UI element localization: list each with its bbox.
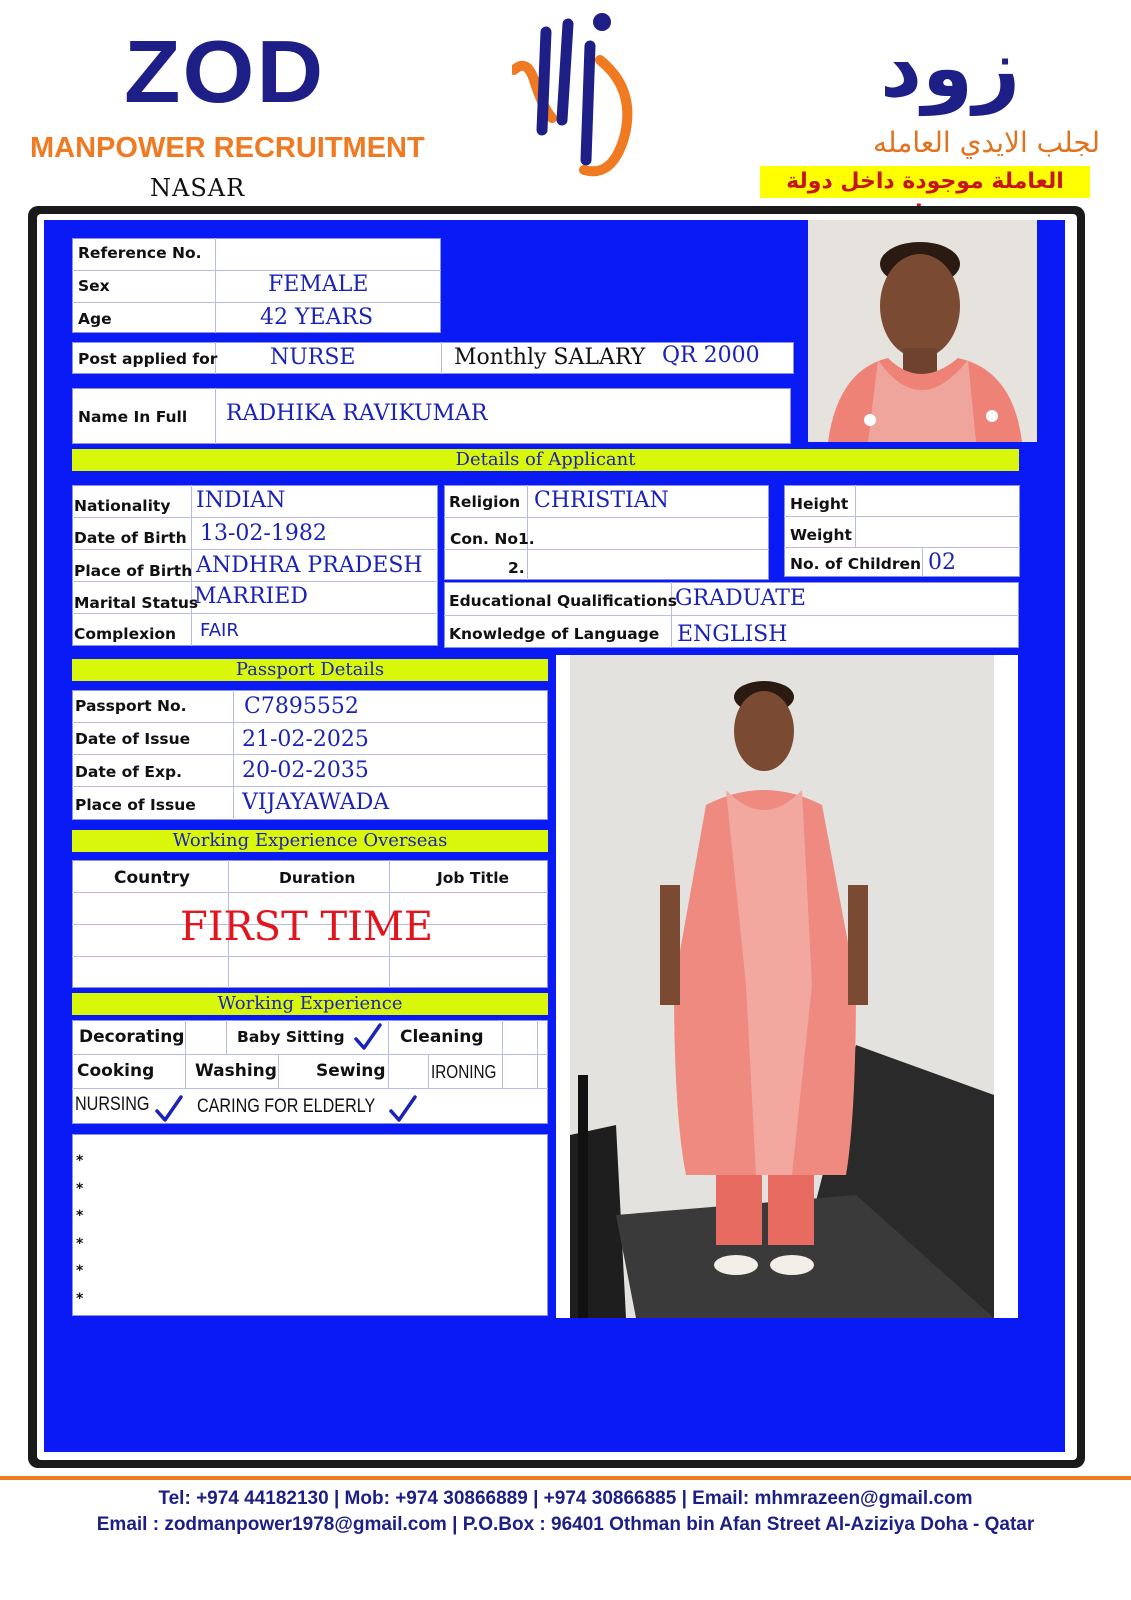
note-item: *	[76, 1208, 84, 1224]
overseas-col-duration: Duration	[279, 869, 356, 887]
passport-place-label: Place of Issue	[75, 796, 196, 814]
children-label: No. of Children	[790, 555, 922, 573]
skill-caring-elderly: CARING FOR ELDERLY	[197, 1096, 376, 1117]
skill-baby-sitting: Baby Sitting	[237, 1028, 345, 1046]
skill-ironing: IRONING	[431, 1062, 497, 1082]
height-label: Height	[790, 495, 849, 513]
salary-value: QR 2000	[662, 343, 760, 368]
passport-exp-value: 20-02-2035	[242, 758, 369, 783]
education-value: GRADUATE	[675, 586, 806, 611]
post-value: NURSE	[270, 345, 356, 370]
children-value: 02	[928, 550, 956, 575]
dob-value: 13-02-1982	[200, 521, 327, 546]
overseas-col-job: Job Title	[437, 869, 510, 887]
passport-no-label: Passport No.	[75, 697, 187, 715]
note-item: *	[76, 1290, 84, 1307]
note-item: *	[76, 1235, 84, 1252]
notes-box	[72, 1134, 548, 1316]
post-label: Post applied for	[78, 350, 218, 368]
skill-cooking: Cooking	[77, 1061, 155, 1081]
skill-cleaning: Cleaning	[400, 1027, 484, 1047]
passport-exp-label: Date of Exp.	[75, 763, 183, 781]
weight-label: Weight	[790, 526, 852, 544]
age-value: 42 YEARS	[260, 305, 374, 330]
location-tagline-arabic: العاملة موجودة داخل دولة	[760, 166, 1090, 198]
brand-logo-text: ZOD	[124, 22, 326, 121]
religion-label: Religion	[449, 493, 521, 511]
pob-value: ANDHRA PRADESH	[196, 553, 423, 578]
religion-value: CHRISTIAN	[534, 488, 669, 513]
name-value: RADHIKA RAVIKUMAR	[226, 401, 488, 426]
contact2-label: 2.	[508, 559, 525, 577]
brand-subtitle-arabic: لجلب الايدي العامله	[873, 126, 1100, 159]
sex-label: Sex	[78, 277, 110, 295]
contact1-label: Con. No1.	[450, 530, 535, 548]
nationality-label: Nationality	[74, 497, 171, 515]
name-label: Name In Full	[78, 408, 188, 426]
experience-section-title: Working Experience	[72, 993, 548, 1015]
passport-no-value: C7895552	[244, 694, 359, 719]
details-section-title: Details of Applicant	[72, 449, 1019, 471]
baby-sitting-check-icon	[353, 1022, 383, 1052]
applicant-full-photo	[556, 655, 1018, 1318]
nationality-value: INDIAN	[196, 488, 286, 513]
passport-place-value: VIJAYAWADA	[242, 790, 390, 815]
passport-issue-value: 21-02-2025	[242, 727, 369, 752]
complexion-value: FAIR	[200, 620, 239, 641]
footer-address-line: Email : zodmanpower1978@gmail.com | P.O.Box : 96401 Othman bin Afan Street Al-Aziziya Doha - Qatar	[96, 1514, 1035, 1535]
note-item: *	[76, 1153, 84, 1169]
complexion-label: Complexion	[74, 625, 177, 643]
applicant-portrait-photo	[808, 220, 1037, 442]
reference-label: Reference No.	[78, 244, 202, 262]
passport-issue-label: Date of Issue	[75, 730, 191, 748]
overseas-col-country: Country	[114, 868, 190, 888]
passport-section-title: Passport Details	[72, 659, 548, 681]
footer-contact-line: Tel: +974 44182130 | Mob: +974 30866889 | +974 30866885 | Email: mhmrazeen@gmail.com	[158, 1488, 973, 1509]
brand-subtitle: MANPOWER RECRUITMENT	[30, 132, 425, 164]
first-time-stamp: FIRST TIME	[180, 904, 434, 950]
language-value: ENGLISH	[677, 622, 788, 647]
company-logo-icon	[512, 10, 652, 185]
salary-label: Monthly SALARY	[454, 345, 646, 370]
footer-divider	[0, 1476, 1131, 1480]
agent-name: NASAR	[150, 174, 246, 202]
skill-decorating: Decorating	[79, 1027, 185, 1047]
skill-washing: Washing	[195, 1061, 277, 1081]
overseas-section-title: Working Experience Overseas	[72, 830, 548, 852]
education-label: Educational Qualifications	[449, 592, 678, 610]
nursing-check-icon	[154, 1094, 184, 1124]
skill-sewing: Sewing	[316, 1061, 386, 1081]
sex-value: FEMALE	[268, 272, 369, 297]
marital-label: Marital Status	[74, 594, 199, 612]
note-item: *	[76, 1180, 84, 1197]
marital-value: MARRIED	[194, 584, 308, 609]
language-label: Knowledge of Language	[449, 625, 660, 643]
age-label: Age	[78, 310, 112, 328]
brand-logo-arabic: زود	[880, 21, 1021, 116]
dob-label: Date of Birth	[74, 529, 187, 547]
note-item: *	[76, 1263, 84, 1279]
notes-list	[76, 1148, 83, 1313]
pob-label: Place of Birth	[74, 562, 193, 580]
skill-nursing: NURSING	[75, 1094, 150, 1115]
caring-check-icon	[388, 1094, 418, 1124]
